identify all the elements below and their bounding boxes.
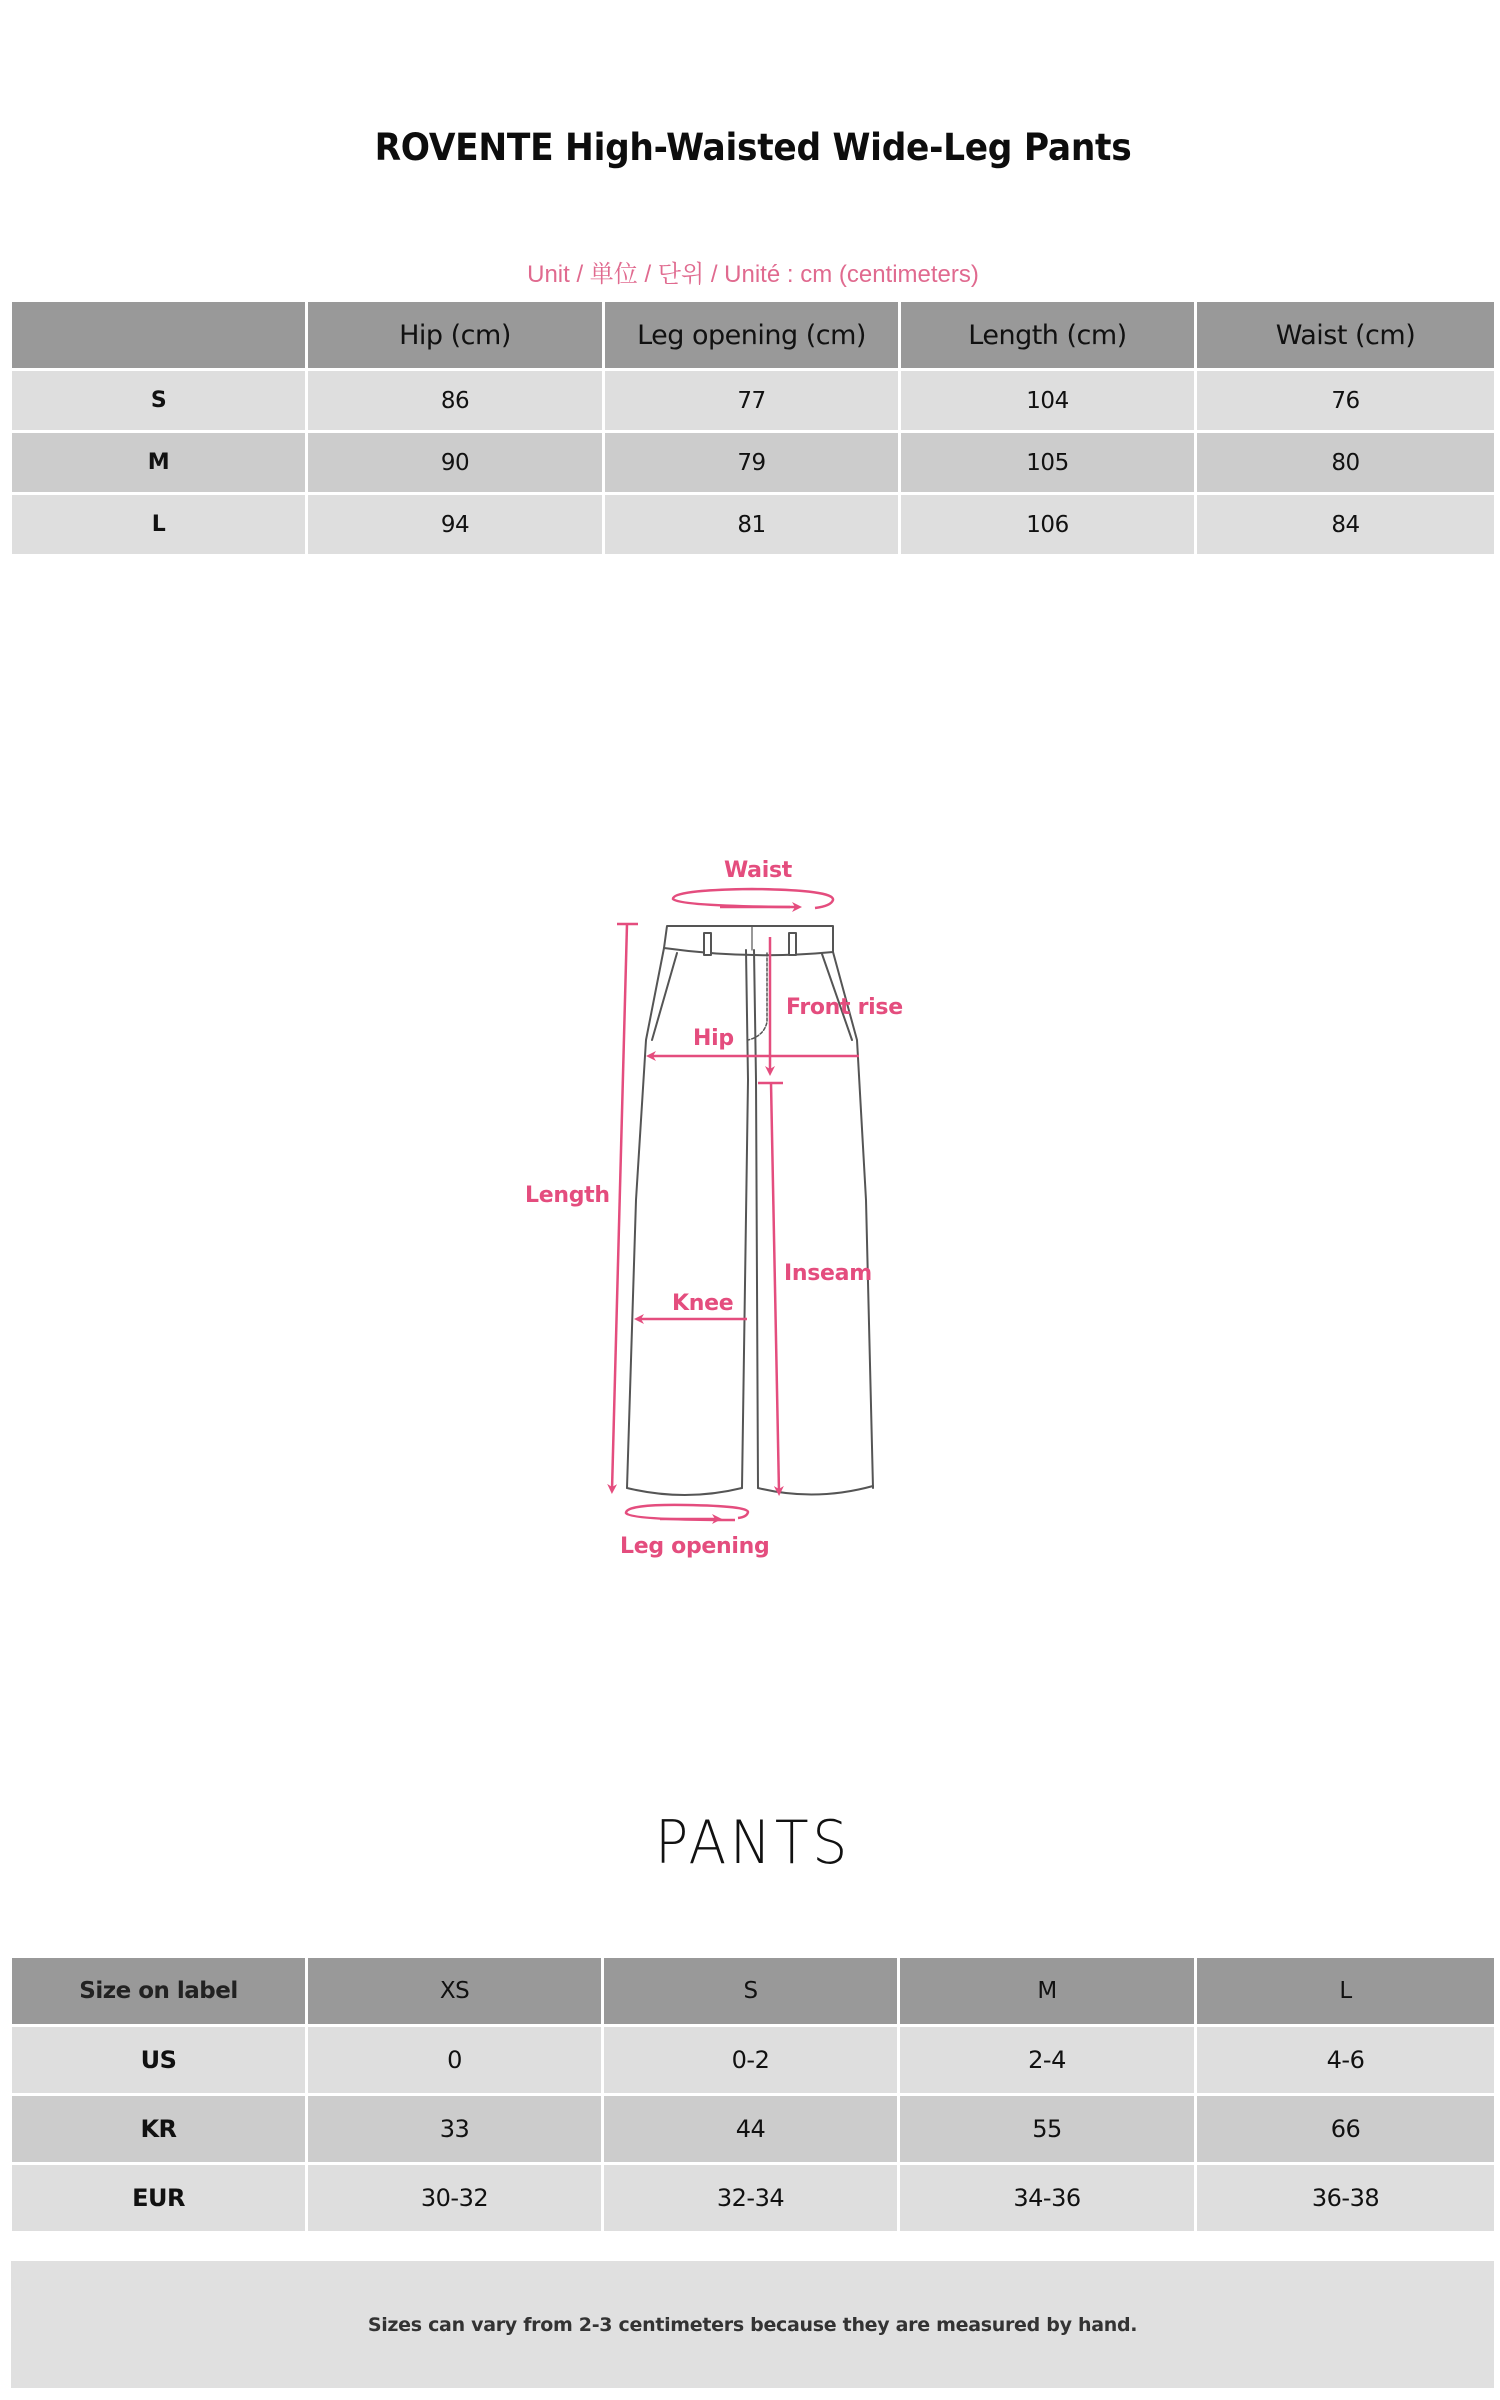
table-row — [12, 2165, 1494, 2231]
size-value: 34-36 — [900, 2165, 1197, 2231]
region-label: EUR — [12, 2165, 308, 2231]
waist-value: 76 — [1197, 371, 1494, 433]
waist-value: 80 — [1197, 433, 1494, 495]
hip-label: Hip — [693, 1026, 734, 1051]
size-value: 0-2 — [604, 2027, 900, 2096]
disclaimer-text: Sizes can vary from 2-3 centimeters because they are measured by hand. — [367, 2313, 1138, 2336]
hip-value: 90 — [308, 433, 605, 495]
header-cell-s: S — [604, 1958, 900, 2027]
leg-opening-label: Leg opening — [620, 1534, 770, 1559]
leg-opening-value: 81 — [605, 495, 901, 554]
hip-value: 94 — [308, 495, 605, 554]
header-cell-hip: Hip (cm) — [308, 302, 605, 371]
size-value: 2-4 — [900, 2027, 1197, 2096]
measurement-lines — [612, 889, 859, 1520]
pants-outline — [627, 926, 873, 1495]
inseam-label: Inseam — [784, 1261, 872, 1286]
section-heading: PANTS — [655, 1808, 851, 1878]
size-value: 33 — [308, 2096, 604, 2165]
measurement-table — [12, 302, 1494, 554]
size-value: 30-32 — [308, 2165, 604, 2231]
leg-opening-value: 79 — [605, 433, 901, 495]
header-cell-l: L — [1197, 1958, 1494, 2027]
header-cell-xs: XS — [308, 1958, 604, 2027]
knee-label: Knee — [672, 1291, 734, 1316]
table-row — [12, 433, 1494, 495]
table-row — [12, 371, 1494, 433]
size-value: 44 — [604, 2096, 900, 2165]
measurement-disclaimer — [11, 2261, 1494, 2388]
header-cell-waist: Waist (cm) — [1197, 302, 1494, 371]
size-label: S — [12, 371, 308, 433]
waist-label: Waist — [724, 858, 792, 883]
length-label: Length — [525, 1183, 610, 1208]
size-label: L — [12, 495, 308, 554]
size-value: 36-38 — [1197, 2165, 1494, 2231]
leg-opening-value: 77 — [605, 371, 901, 433]
size-label: M — [12, 433, 308, 495]
size-conversion-table — [12, 1958, 1494, 2231]
size-value: 66 — [1197, 2096, 1494, 2165]
header-cell-size-on-label: Size on label — [12, 1958, 308, 2027]
hip-value: 86 — [308, 371, 605, 433]
front-rise-label: Front rise — [786, 995, 903, 1020]
region-label: KR — [12, 2096, 308, 2165]
header-cell-m: M — [900, 1958, 1197, 2027]
table-row — [12, 2027, 1494, 2096]
size-value: 4-6 — [1197, 2027, 1494, 2096]
length-value: 106 — [901, 495, 1197, 554]
header-cell-size — [12, 302, 308, 371]
waist-value: 84 — [1197, 495, 1494, 554]
size-value: 0 — [308, 2027, 604, 2096]
table-header-row — [12, 1958, 1494, 2027]
unit-note: Unit / 単位 / 단위 / Unité : cm (centimeters) — [527, 261, 979, 288]
header-cell-length: Length (cm) — [901, 302, 1197, 371]
table-header-row — [12, 302, 1494, 371]
size-value: 32-34 — [604, 2165, 900, 2231]
table-row — [12, 2096, 1494, 2165]
table-row — [12, 495, 1494, 554]
page-title: ROVENTE High-Waisted Wide-Leg Pants — [374, 126, 1132, 169]
length-value: 105 — [901, 433, 1197, 495]
length-value: 104 — [901, 371, 1197, 433]
size-value: 55 — [900, 2096, 1197, 2165]
header-cell-leg-opening: Leg opening (cm) — [605, 302, 901, 371]
region-label: US — [12, 2027, 308, 2096]
